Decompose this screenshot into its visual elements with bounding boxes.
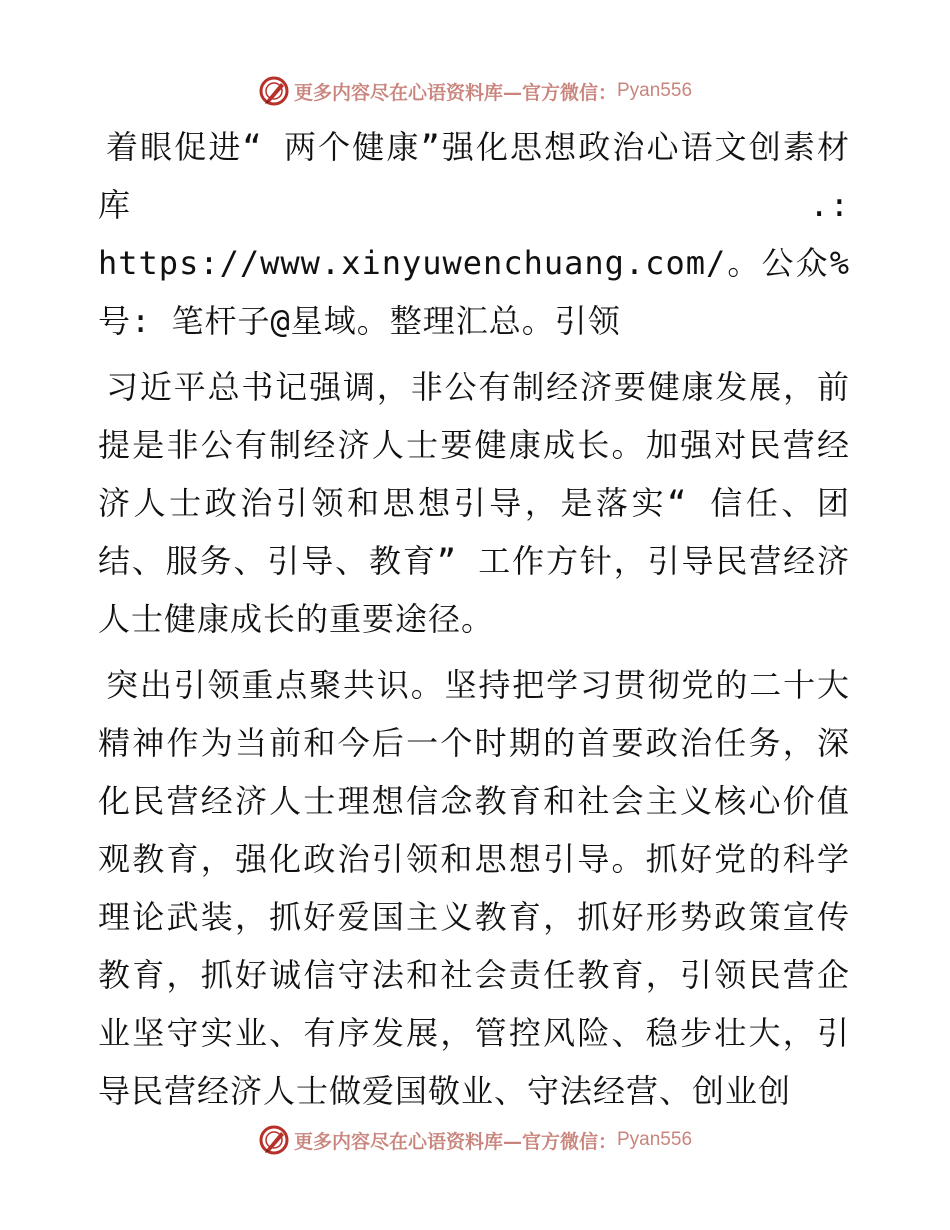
pen-logo-icon — [258, 75, 290, 107]
pen-logo-icon — [258, 1124, 290, 1156]
wechat-id: Pyan556 — [617, 80, 693, 101]
wechat-id: Pyan556 — [617, 1129, 693, 1150]
banner-text: 更多内容尽在心语资料库—官方微信： — [293, 1130, 617, 1153]
paragraph: 着眼促进“ 两个健康”强化思想政治心语文创素材库.: https://www.xinyuwenchuang.com/。公众%号: 笔杆子@星域。整理汇总。引领 — [98, 128, 850, 340]
header-banner — [0, 71, 950, 111]
paragraph: 习近平总书记强调，非公有制经济要健康发展，前提是非公有制经济人士要健康成长。加强对民营经济人士政治引领和思想引导，是落实“ 信任、团结、服务、引导、教育” 工作方针，引导民营经济人士健康成长的重要途径。 — [98, 368, 850, 638]
footer-banner — [0, 1120, 950, 1160]
banner-text: 更多内容尽在心语资料库—官方微信： — [293, 81, 617, 104]
paragraph: 突出引领重点聚共识。坚持把学习贯彻党的二十大精神作为当前和今后一个时期的首要政治任务，深化民营经济人士理想信念教育和社会主义核心价值观教育，强化政治引领和思想引导。抓好党的科学理论武装，抓好爱国主义教育，抓好形势政策宣传教育，抓好诚信守法和社会责任教育，引领民营企业坚守实业、有序发展，管控风险、稳步壮大，引导民营经济人士做爱国敬业、守法经营、创业创 — [98, 666, 850, 1110]
document-body — [98, 118, 850, 1120]
